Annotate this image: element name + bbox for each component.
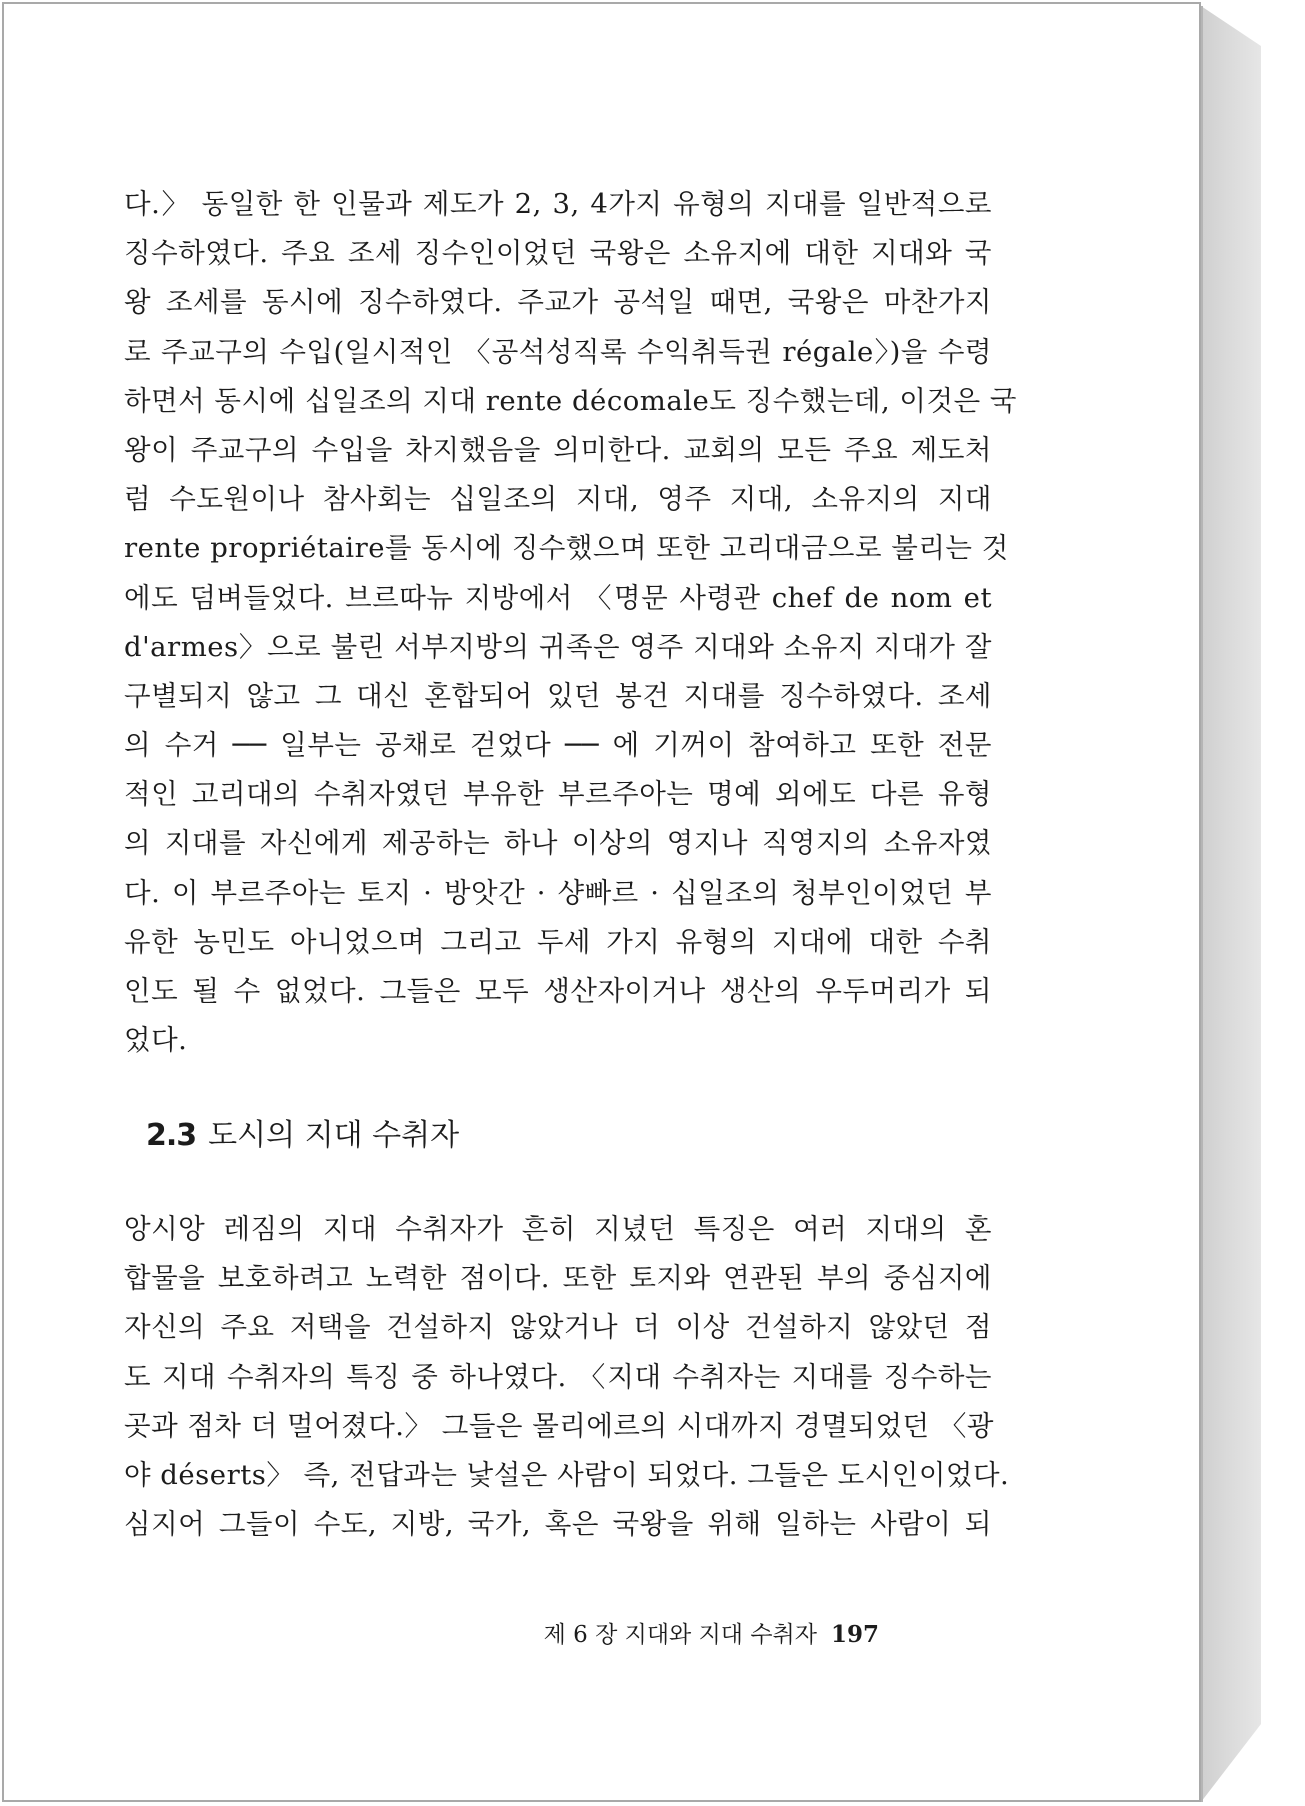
text-line: 인도 될 수 없었다. 그들은 모두 생산자이거나 생산의 우두머리가 되 (124, 975, 992, 1007)
text-line: 하면서 동시에 십일조의 지대 rente décomale도 징수했는데, 이것은 국 (124, 384, 1017, 417)
text-line: 다. 이 부르주아는 토지 · 방앗간 · 샹빠르 · 십일조의 청부인이었던 부 (124, 876, 992, 909)
text-line: 었다. (124, 1024, 188, 1057)
section-heading (146, 1110, 459, 1154)
text-line: 에도 덤벼들었다. 브르따뉴 지방에서 〈명문 사령관 chef de nom et (124, 581, 992, 614)
text-line: 구별되지 않고 그 대신 혼합되어 있던 봉건 지대를 징수하였다. 조세 (124, 679, 992, 712)
page-stack-edge (1201, 6, 1261, 1802)
running-footer (544, 1616, 879, 1649)
text-line: 자신의 주요 저택을 건설하지 않았거나 더 이상 건설하지 않았던 점 (124, 1311, 992, 1344)
text-line: 왕 조세를 동시에 징수하였다. 주교가 공석일 때면, 국왕은 마찬가지 (124, 286, 992, 319)
text-line: 다.〉 동일한 한 인물과 제도가 2, 3, 4가지 유형의 지대를 일반적으로 (124, 188, 992, 220)
text-line: 앙시앙 레짐의 지대 수취자가 흔히 지녔던 특징은 여러 지대의 혼 (124, 1213, 992, 1245)
text-line: rente propriétaire를 동시에 징수했으며 또한 고리대금으로 불리는 것 (124, 532, 1009, 565)
text-line: 도 지대 수취자의 특징 중 하나였다. 〈지대 수취자는 지대를 징수하는 (124, 1360, 992, 1393)
paragraph-2 (124, 1205, 1010, 1549)
chapter-title: 제 6 장 지대와 지대 수취자 (543, 1622, 817, 1648)
page-stack-divider (1201, 6, 1203, 1802)
text-line: 유한 농민도 아니었으며 그리고 두세 가지 유형의 지대에 대한 수취 (124, 925, 992, 958)
text-line: 합물을 보호하려고 노력한 점이다. 또한 토지와 연관된 부의 중심지에 (124, 1262, 992, 1295)
text-line: d'armes〉으로 불린 서부지방의 귀족은 영주 지대와 소유지 지대가 잘 (124, 630, 992, 663)
text-line: 로 주교구의 수입(일시적인 〈공석성직록 수익취득권 régale〉)을 수령 (124, 335, 992, 368)
text-line: 왕이 주교구의 수입을 차지했음을 의미한다. 교회의 모든 주요 제도처 (124, 433, 992, 466)
text-line: 곳과 점차 더 멀어졌다.〉 그들은 몰리에르의 시대까지 경멸되었던 〈광 (124, 1409, 994, 1442)
text-line: 야 déserts〉 즉, 전답과는 낯설은 사람이 되었다. 그들은 도시인이었다. (124, 1458, 1010, 1491)
text-line: 징수하였다. 주요 조세 징수인이었던 국왕은 소유지에 대한 지대와 국 (124, 237, 992, 270)
section-title: 도시의 지대 수취자 (208, 1118, 460, 1153)
text-line: 심지어 그들이 수도, 지방, 국가, 혹은 국왕을 위해 일하는 사람이 되 (124, 1508, 992, 1541)
page-number: 197 (830, 1621, 879, 1648)
book-page (2, 2, 1201, 1802)
text-line: 적인 고리대의 수취자였던 부유한 부르주아는 명예 외에도 다른 유형 (124, 778, 992, 811)
section-number: 2.3 (146, 1118, 197, 1153)
text-line: 의 지대를 자신에게 제공하는 하나 이상의 영지나 직영지의 소유자였 (124, 827, 992, 860)
text-line: 럼 수도원이나 참사회는 십일조의 지대, 영주 지대, 소유지의 지대 (124, 483, 992, 516)
text-line: 의 수거 ── 일부는 공채로 걷었다 ── 에 기꺼이 참여하고 또한 전문 (124, 729, 992, 762)
paragraph-1 (124, 180, 1017, 1065)
